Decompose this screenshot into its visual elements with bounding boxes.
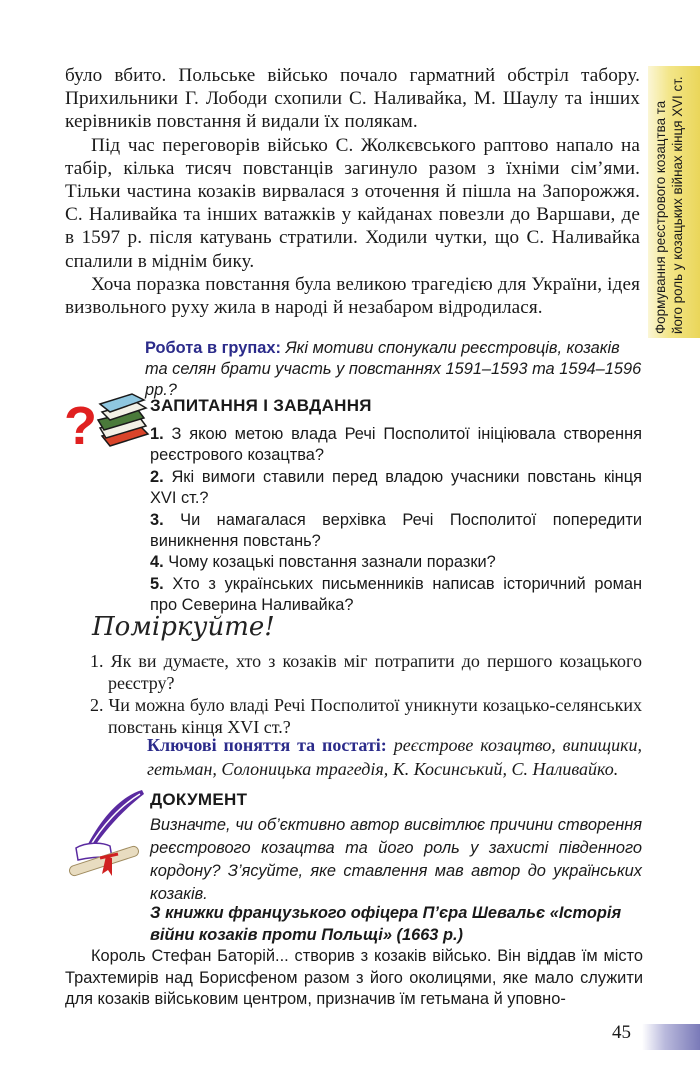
document-task: Визначте, чи об’єктивно автор висвітлює причини створення реєстрового козацтва та його роль у захисті південного кордону? З’ясуйте, яке ставлення мав автор до українських козаків.	[150, 816, 642, 903]
document-quote: Король Стефан Баторій... створив з козаків військо. Він віддав їм місто Трахтемирів над Борисфеном разом з його околицями, яке мало служити для козаків військовим центром, призначив їм гетьмана й уповно-	[65, 947, 643, 1008]
question-number: 5.	[150, 574, 164, 593]
question-text: Чи намагалася верхівка Речі Посполитої попередити виникнення повстань?	[150, 510, 642, 551]
think-title: Поміркуйте!	[92, 612, 275, 642]
svg-text:?: ?	[64, 396, 97, 452]
main-text	[65, 64, 640, 319]
key-concepts-label: Ключові поняття та постаті:	[147, 735, 387, 755]
question-text: Які вимоги ставили перед владою учасники повстань кінця XVI ст.?	[150, 467, 642, 508]
key-concepts-terms: реєстрове козацтво, випищики, гетьман, Солоницька трагедія, К. Косинський, С. Наливайко.	[147, 735, 643, 779]
question-item	[150, 574, 642, 617]
question-text: З якою метою влада Речі Посполитої ініціювала створення реєстрового козацтва?	[150, 425, 642, 465]
chapter-title-line-2: його роль у козацьких війнах кінця XVI ст.	[670, 76, 685, 334]
think-list	[90, 650, 642, 738]
document-title: ДОКУМЕНТ	[150, 790, 248, 809]
question-number: 4.	[150, 553, 164, 572]
question-number: 3.	[150, 510, 164, 529]
question-item	[150, 552, 642, 573]
key-concepts	[147, 733, 642, 781]
chapter-title-vertical	[652, 62, 700, 334]
document-source: З книжки французького офіцера П’єра Шевальє «Історія війни козаків проти Польщі» (1663 р.)	[150, 904, 622, 944]
chapter-title-line-1: Формування реєстрового козацтва та	[653, 100, 668, 334]
group-work-question: Які мотиви спонукали реєстровців, козаків та селян брати участь у повстаннях 1591–1593 та 1594–1596 рр.?	[145, 339, 642, 399]
paragraph: Під час переговорів військо С. Жолкєвського раптово напало на табір, кілька тисяч повстанців загинуло разом з їхніми сім’ями. Тільки частина козаків вирвалася з оточення й пішла на Запорожжя. С. Наливайка та інших ватажків у кайданах повезли до Варшави, де в 1597 р. після катувань стратили. Ходили чутки, що С. Наливайка спалили в міднім бику.	[65, 134, 640, 272]
chapter-side-tab	[648, 66, 700, 338]
questions-title: ЗАПИТАННЯ І ЗАВДАННЯ	[150, 396, 372, 415]
question-number: 1.	[150, 425, 164, 443]
questions-list	[150, 424, 642, 617]
question-books-icon	[62, 392, 150, 452]
paragraph: Хоча поразка повстання була великою трагедією для України, ідея визвольного руху жила в народі й незабаром відродилася.	[65, 273, 640, 319]
paragraph: було вбито. Польське військо почало гарматний обстріл табору. Прихильники Г. Лободи схопили С. Наливайка, М. Шаулу та інших керівників повстання й видали їх полякам.	[65, 65, 640, 133]
page-marker-bar	[642, 1024, 700, 1050]
group-work-task	[145, 338, 645, 401]
group-work-label: Робота в групах:	[145, 339, 281, 357]
question-item	[150, 510, 642, 553]
question-text: Чому козацькі повстання зазнали поразки?	[168, 553, 496, 572]
question-item	[150, 467, 642, 510]
quill-scroll-icon	[62, 786, 150, 878]
think-item: 1. Як ви думаєте, хто з козаків міг потрапити до першого козацького реєстру?	[90, 651, 642, 693]
question-item	[150, 424, 642, 467]
page-number: 45	[612, 1022, 631, 1043]
think-item: 2. Чи можна було владі Речі Посполитої уникнути козацько-селянських повстань кінця XVI ст.?	[90, 695, 642, 737]
question-number: 2.	[150, 467, 164, 486]
question-text: Хто з українських письменників написав історичний роман про Северина Наливайка?	[150, 574, 643, 615]
